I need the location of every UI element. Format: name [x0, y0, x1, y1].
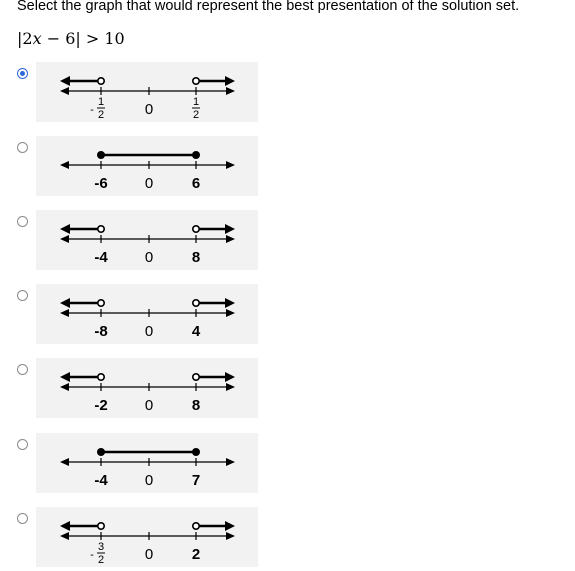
tick-label-right: 7 [191, 472, 201, 489]
svg-text:1: 1 [192, 96, 200, 108]
endpoint-right-open [193, 226, 199, 232]
number-line [36, 507, 258, 567]
radio-button-7[interactable] [17, 513, 28, 524]
answer-option-2[interactable] [0, 136, 575, 200]
endpoint-right-open [193, 374, 199, 380]
number-line [36, 62, 258, 122]
radio-button-2[interactable] [17, 142, 28, 153]
endpoint-right-open [193, 523, 199, 529]
tick-label-left [90, 96, 105, 121]
tick-label-zero: 0 [144, 397, 154, 414]
tick-label-zero: 0 [144, 472, 154, 489]
endpoint-left-open [98, 78, 104, 84]
axis-arrow-right [226, 383, 235, 391]
tick-label-right: 2 [191, 546, 201, 563]
svg-text:2: 2 [192, 109, 200, 121]
axis-arrow-left [60, 309, 69, 317]
tick-label-left: -8 [94, 323, 108, 340]
radio-button-3[interactable] [17, 216, 28, 227]
endpoint-left-open [98, 523, 104, 529]
tick-label-right: 8 [191, 249, 201, 266]
solution-arrow-right [225, 521, 235, 531]
axis-arrow-right [226, 161, 235, 169]
solution-arrow-left [60, 521, 70, 531]
radio-button-6[interactable] [17, 439, 28, 450]
number-line [36, 136, 258, 196]
tick-label-zero: 0 [144, 249, 154, 266]
endpoint-left-open [98, 374, 104, 380]
endpoint-left-closed [97, 448, 105, 456]
axis-arrow-left [60, 458, 69, 466]
axis-arrow-right [226, 458, 235, 466]
inequality-equation [17, 29, 125, 48]
solution-arrow-right [225, 372, 235, 382]
svg-text:1: 1 [97, 96, 105, 108]
endpoint-right-closed [192, 151, 200, 159]
tick-label-left: -4 [94, 472, 108, 489]
solution-arrow-right [225, 224, 235, 234]
equation-part-1: |2 [17, 29, 33, 48]
answer-option-6[interactable] [0, 433, 575, 497]
equation-variable: x [32, 29, 42, 48]
solution-arrow-right [225, 76, 235, 86]
endpoint-right-open [193, 78, 199, 84]
svg-text:3: 3 [97, 541, 105, 553]
question-prompt: Select the graph that would represent the best presentation of the solution set. [17, 0, 520, 14]
svg-text:2: 2 [97, 109, 105, 121]
axis-arrow-left [60, 532, 69, 540]
equation-part-2: − 6| > 10 [41, 29, 125, 48]
number-line [36, 210, 258, 270]
answer-option-1[interactable] [0, 62, 575, 126]
tick-label-right: 4 [191, 323, 201, 340]
tick-label-right: 8 [191, 397, 201, 414]
number-line [36, 358, 258, 418]
solution-arrow-left [60, 76, 70, 86]
axis-arrow-right [226, 309, 235, 317]
radio-button-5[interactable] [17, 364, 28, 375]
number-line-graph [36, 136, 258, 196]
number-line-graph [36, 62, 258, 122]
number-line-graph [36, 433, 258, 493]
tick-label-zero: 0 [144, 546, 154, 563]
solution-arrow-left [60, 224, 70, 234]
number-line-graph [36, 358, 258, 418]
tick-label-zero: 0 [144, 323, 154, 340]
svg-text:-: - [90, 104, 94, 116]
number-line-graph [36, 507, 258, 567]
answer-option-4[interactable] [0, 284, 575, 348]
answer-option-7[interactable] [0, 507, 575, 571]
tick-label-zero: 0 [144, 175, 154, 192]
tick-label-zero: 0 [144, 101, 154, 118]
solution-arrow-left [60, 298, 70, 308]
number-line-graph [36, 284, 258, 344]
tick-label-right: 6 [191, 175, 201, 192]
svg-text:-: - [90, 549, 94, 561]
endpoint-right-closed [192, 448, 200, 456]
answer-option-3[interactable] [0, 210, 575, 274]
answer-option-5[interactable] [0, 358, 575, 422]
endpoint-left-closed [97, 151, 105, 159]
tick-label-left: -4 [94, 249, 108, 266]
tick-label-left: -2 [94, 397, 108, 414]
solution-arrow-right [225, 298, 235, 308]
radio-button-1[interactable] [17, 68, 28, 79]
tick-label-left: -6 [94, 175, 108, 192]
axis-arrow-right [226, 235, 235, 243]
endpoint-left-open [98, 300, 104, 306]
axis-arrow-left [60, 87, 69, 95]
endpoint-left-open [98, 226, 104, 232]
axis-arrow-left [60, 383, 69, 391]
number-line [36, 284, 258, 344]
tick-label-right [192, 96, 200, 121]
svg-text:2: 2 [97, 554, 105, 566]
tick-label-left [90, 541, 105, 566]
endpoint-right-open [193, 300, 199, 306]
axis-arrow-left [60, 161, 69, 169]
solution-arrow-left [60, 372, 70, 382]
axis-arrow-left [60, 235, 69, 243]
number-line-graph [36, 210, 258, 270]
radio-button-4[interactable] [17, 290, 28, 301]
axis-arrow-right [226, 532, 235, 540]
number-line [36, 433, 258, 493]
axis-arrow-right [226, 87, 235, 95]
